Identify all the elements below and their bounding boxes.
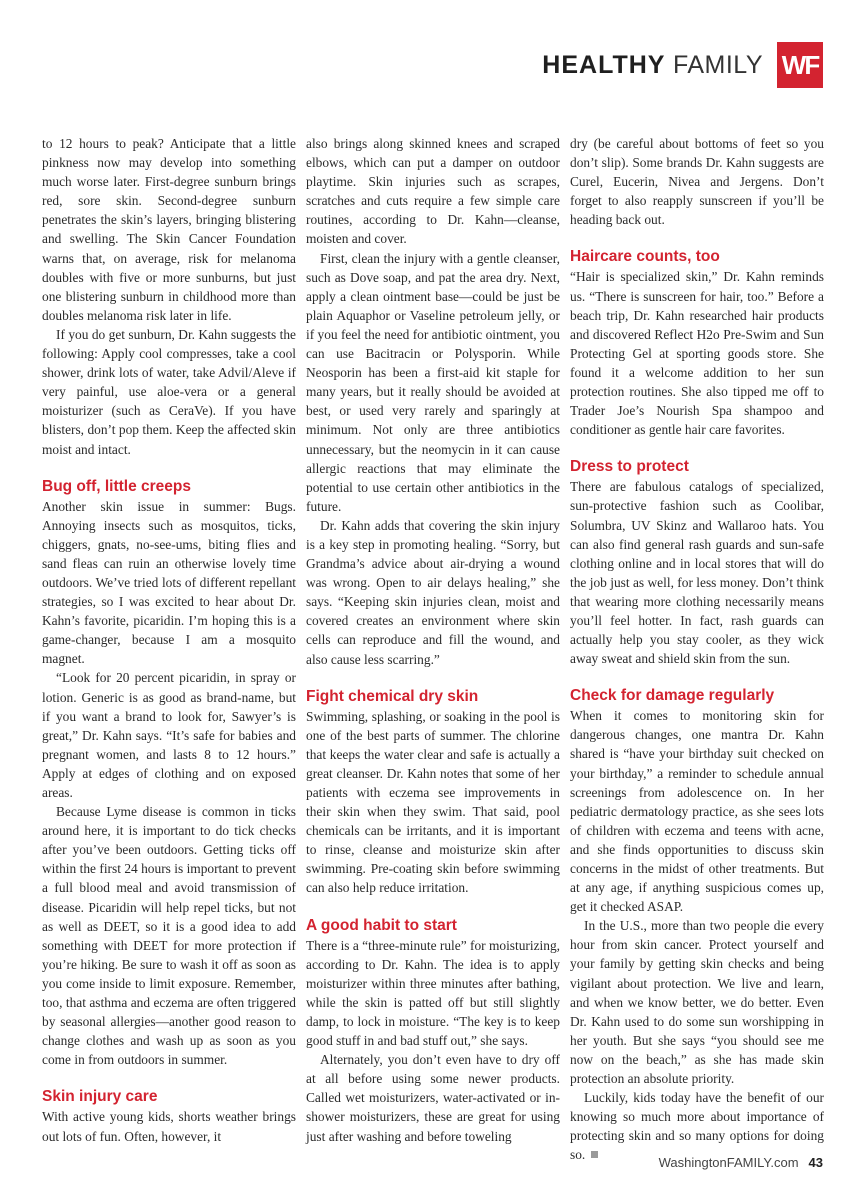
paragraph (570, 916, 824, 1088)
heading-text: Haircare counts, too (570, 248, 720, 266)
section-heading (570, 686, 824, 705)
paragraph (42, 802, 296, 1069)
paragraph-text: Alternately, you don’t even have to dry off at all before using some newer products. Called wet moisturizers, water-activated or in-shower moisturizers, these are great for using just after washing and before toweling (306, 1052, 560, 1144)
paragraph (42, 668, 296, 802)
paragraph (42, 325, 296, 459)
column-2 (306, 134, 560, 1144)
paragraph-text: Luckily, kids today have the benefit of our knowing so much more about importance of protecting skin and so many options for doing so. (570, 1090, 824, 1163)
paragraph-text: also brings along skinned knees and scraped elbows, which can put a damper on outdoor playtime. Skin injuries such as scrapes, scratches and cuts require a few simple care routines, according to Dr. Kahn—cleanse, moisten and cover. (306, 136, 560, 247)
paragraph (570, 477, 824, 668)
paragraph-text: In the U.S., more than two people die every hour from skin cancer. Protect yourself and your family by getting skin checks and being vigilant about protection. We live and learn, and when we know better, we do better. Even Dr. Kahn used to do some sun worshipping in her youth. But she says “you should see me now on the beach,” as she has made skin protection an absolute priority. (570, 918, 824, 1087)
heading-text: A good habit to start (306, 916, 457, 934)
paragraph (306, 936, 560, 1051)
paragraph (42, 1107, 296, 1145)
heading-text: Skin injury care (42, 1088, 158, 1106)
paragraph (306, 516, 560, 669)
section-title (542, 51, 763, 80)
paragraph (42, 134, 296, 325)
paragraph-text: With active young kids, shorts weather brings out lots of fun. Often, however, it (42, 1109, 296, 1144)
section-header (542, 42, 823, 88)
paragraph (306, 134, 560, 249)
paragraph (306, 249, 560, 516)
paragraph-text: “Hair is specialized skin,” Dr. Kahn reminds us. “There is sunscreen for hair, too.” Before a beach trip, Dr. Kahn researched hair products and discovered Reflect H2o Pre-Swim and Sun Protecting Gel at sporting goods store. She found it a welcome addition to her sun protection routines. She also tipped me off to Trader Joe’s Nourish Spa shampoo and conditioner as gentle hair care favorites. (570, 269, 824, 438)
paragraph-text: There are fabulous catalogs of specialized, sun-protective fashion such as Coolibar, Solumbra, UV Skinz and Wallaroo hats. You can also find general rash guards and sun-safe clothing online and in local stores that will do the job just as well, for less money. Don’t think that wearing more clothing necessarily means you’ll feel hotter. In fact, rash guards can actually help you stay cooler, as they wick away sweat and shield skin from the sun. (570, 479, 824, 667)
page-footer (659, 1155, 823, 1170)
paragraph (570, 134, 824, 229)
wf-logo-icon: WF (777, 42, 823, 88)
paragraph (570, 267, 824, 439)
paragraph-text: Dr. Kahn adds that covering the skin injury is a key step in promoting healing. “Sorry, but Grandma’s advice about air-drying a wound was wrong. Open to air delays healing,” she says. “Keeping skin injuries clean, moist and covered creates an environment where skin cells can reproduce and fill the wound, and also cause less scarring.” (306, 517, 560, 667)
heading-text: Dress to protect (570, 458, 689, 476)
paragraph-text: When it comes to monitoring skin for dangerous changes, one mantra Dr. Kahn shared is “have your birthday suit checked on your birthday,” a reminder to schedule annual screenings from adolescence on. In her pediatric dermatology practice, as she sees lots of children with eczema and teens with acne, and she finds opportunities to discuss skin concerns in the midst of other treatments. But at any age, if anything suspicious comes up, get it checked ASAP. (570, 708, 824, 915)
page-number: 43 (808, 1155, 823, 1170)
paragraph (306, 707, 560, 898)
heading-text: Check for damage regularly (570, 687, 775, 705)
paragraph-text: Another skin issue in summer: Bugs. Annoying insects such as mosquitos, ticks, chiggers, gnats, no-see-ums, biting flies and sand fleas can ruin an otherwise lovely time outdoors. We’ve tried lots of different repellant strategies, so I was excited to hear about Dr. Kahn’s favorite, picaridin. I’m hoping this is a game-changer, because I am a mosquito magnet. (42, 498, 296, 667)
section-title-bold: HEALTHY (542, 50, 666, 79)
paragraph (570, 706, 824, 916)
paragraph (42, 497, 296, 669)
paragraph-text: If you do get sunburn, Dr. Kahn suggests the following: Apply cool compresses, take a cool shower, drink lots of water, take Advil/Aleve if very painful, use aloe-vera or a general moisturizer (such as CeraVe). If you have blisters, don’t pop them. Keep the affected skin moist and intact. (42, 326, 296, 457)
paragraph-text: “Look for 20 percent picaridin, in spray or lotion. Generic is as good as brand-name, but if you want a brand to look for, Sawyer’s is great,” Dr. Kahn says. “It’s safe for babies and pregnant women, and lasts 8 to 12 hours.” Apply at edges of clothing and on exposed areas. (42, 670, 296, 800)
section-heading (306, 916, 560, 935)
paragraph-text: First, clean the injury with a gentle cleanser, such as Dove soap, and pat the area dry. Next, apply a clean ointment base—could be just be plain Aquaphor or Vaseline petroleum jelly, or if you feel the need for antibiotic ointment, you can use Bacitracin or Polysporin. While Neosporin has been a first-aid kit staple for many years, but it really should be avoided at best, or used very rarely and sparingly at minimum. Not only are three antibiotics unnecessary, but the neomycin in it can cause allergic reactions that may eliminate the potential to use certain other antibiotics in the future. (306, 250, 560, 514)
section-heading (42, 1087, 296, 1106)
paragraph-text: Swimming, splashing, or soaking in the pool is one of the best parts of summer. The chlorine that keeps the water clear and safe is actually a great cleanser. Dr. Kahn notes that some of her patients with eczema see improvements in their skin when they swim. That said, pool chemicals can be irritants, and it is important to rinse, cleanse and moisturize skin after swimming. Pre-coating skin before swimming can also help reduce irritation. (306, 708, 560, 896)
paragraph-text: to 12 hours to peak? Anticipate that a little pinkness now may develop into something much worse later. First-degree sunburn brings red, sore skin. Second-degree sunburn penetrates the skin’s layers, bringing blistering and swelling. The Skin Cancer Foundation warns that, on average, risk for melanoma doubles with five or more sunburns, but just one blistering sunburn in childhood more than doubles melanoma risk later in life. (42, 136, 296, 323)
paragraph (306, 1050, 560, 1145)
section-heading (306, 687, 560, 706)
heading-text: Fight chemical dry skin (306, 687, 479, 705)
paragraph-text: Because Lyme disease is common in ticks around here, it is important to do tick checks after you’ve been outdoors. Getting ticks off within the first 24 hours is important to prevent a full blood meal and avoid transmission of disease. Picaridin will help repel ticks, but not as well as DEET, so it is a good idea to add something with DEET for more protection if you’re hiking. Be sure to wash it off as soon as you come inside to limit exposure. Remember, too, that asthma and eczema are often triggered by seasonal allergies—another good reason to change clothes and wash up as soon as you come in from outdoors in summer. (42, 804, 296, 1068)
paragraph-text: dry (be careful about bottoms of feet so you don’t slip). Some brands Dr. Kahn suggests are Curel, Eucerin, Nivea and Jergens. Don’t forget to also reapply sunscreen if you’ll be heading back out. (570, 136, 824, 228)
section-heading (570, 457, 824, 476)
column-1 (42, 134, 296, 1144)
heading-text: Bug off, little creeps (42, 477, 191, 495)
end-mark-icon (591, 1151, 598, 1158)
paragraph (570, 1088, 824, 1164)
section-title-light: FAMILY (672, 50, 763, 79)
section-heading (570, 247, 824, 266)
section-heading (42, 477, 296, 496)
paragraph-text: There is a “three-minute rule” for moisturizing, according to Dr. Kahn. The idea is to apply moisturizer within three minutes after bathing, while the skin is patted off but still slightly damp, to lock in moisture. “The key is to keep good stuff in and bad stuff out,” she says. (306, 937, 560, 1049)
footer-site: WashingtonFAMILY.com (658, 1155, 799, 1170)
